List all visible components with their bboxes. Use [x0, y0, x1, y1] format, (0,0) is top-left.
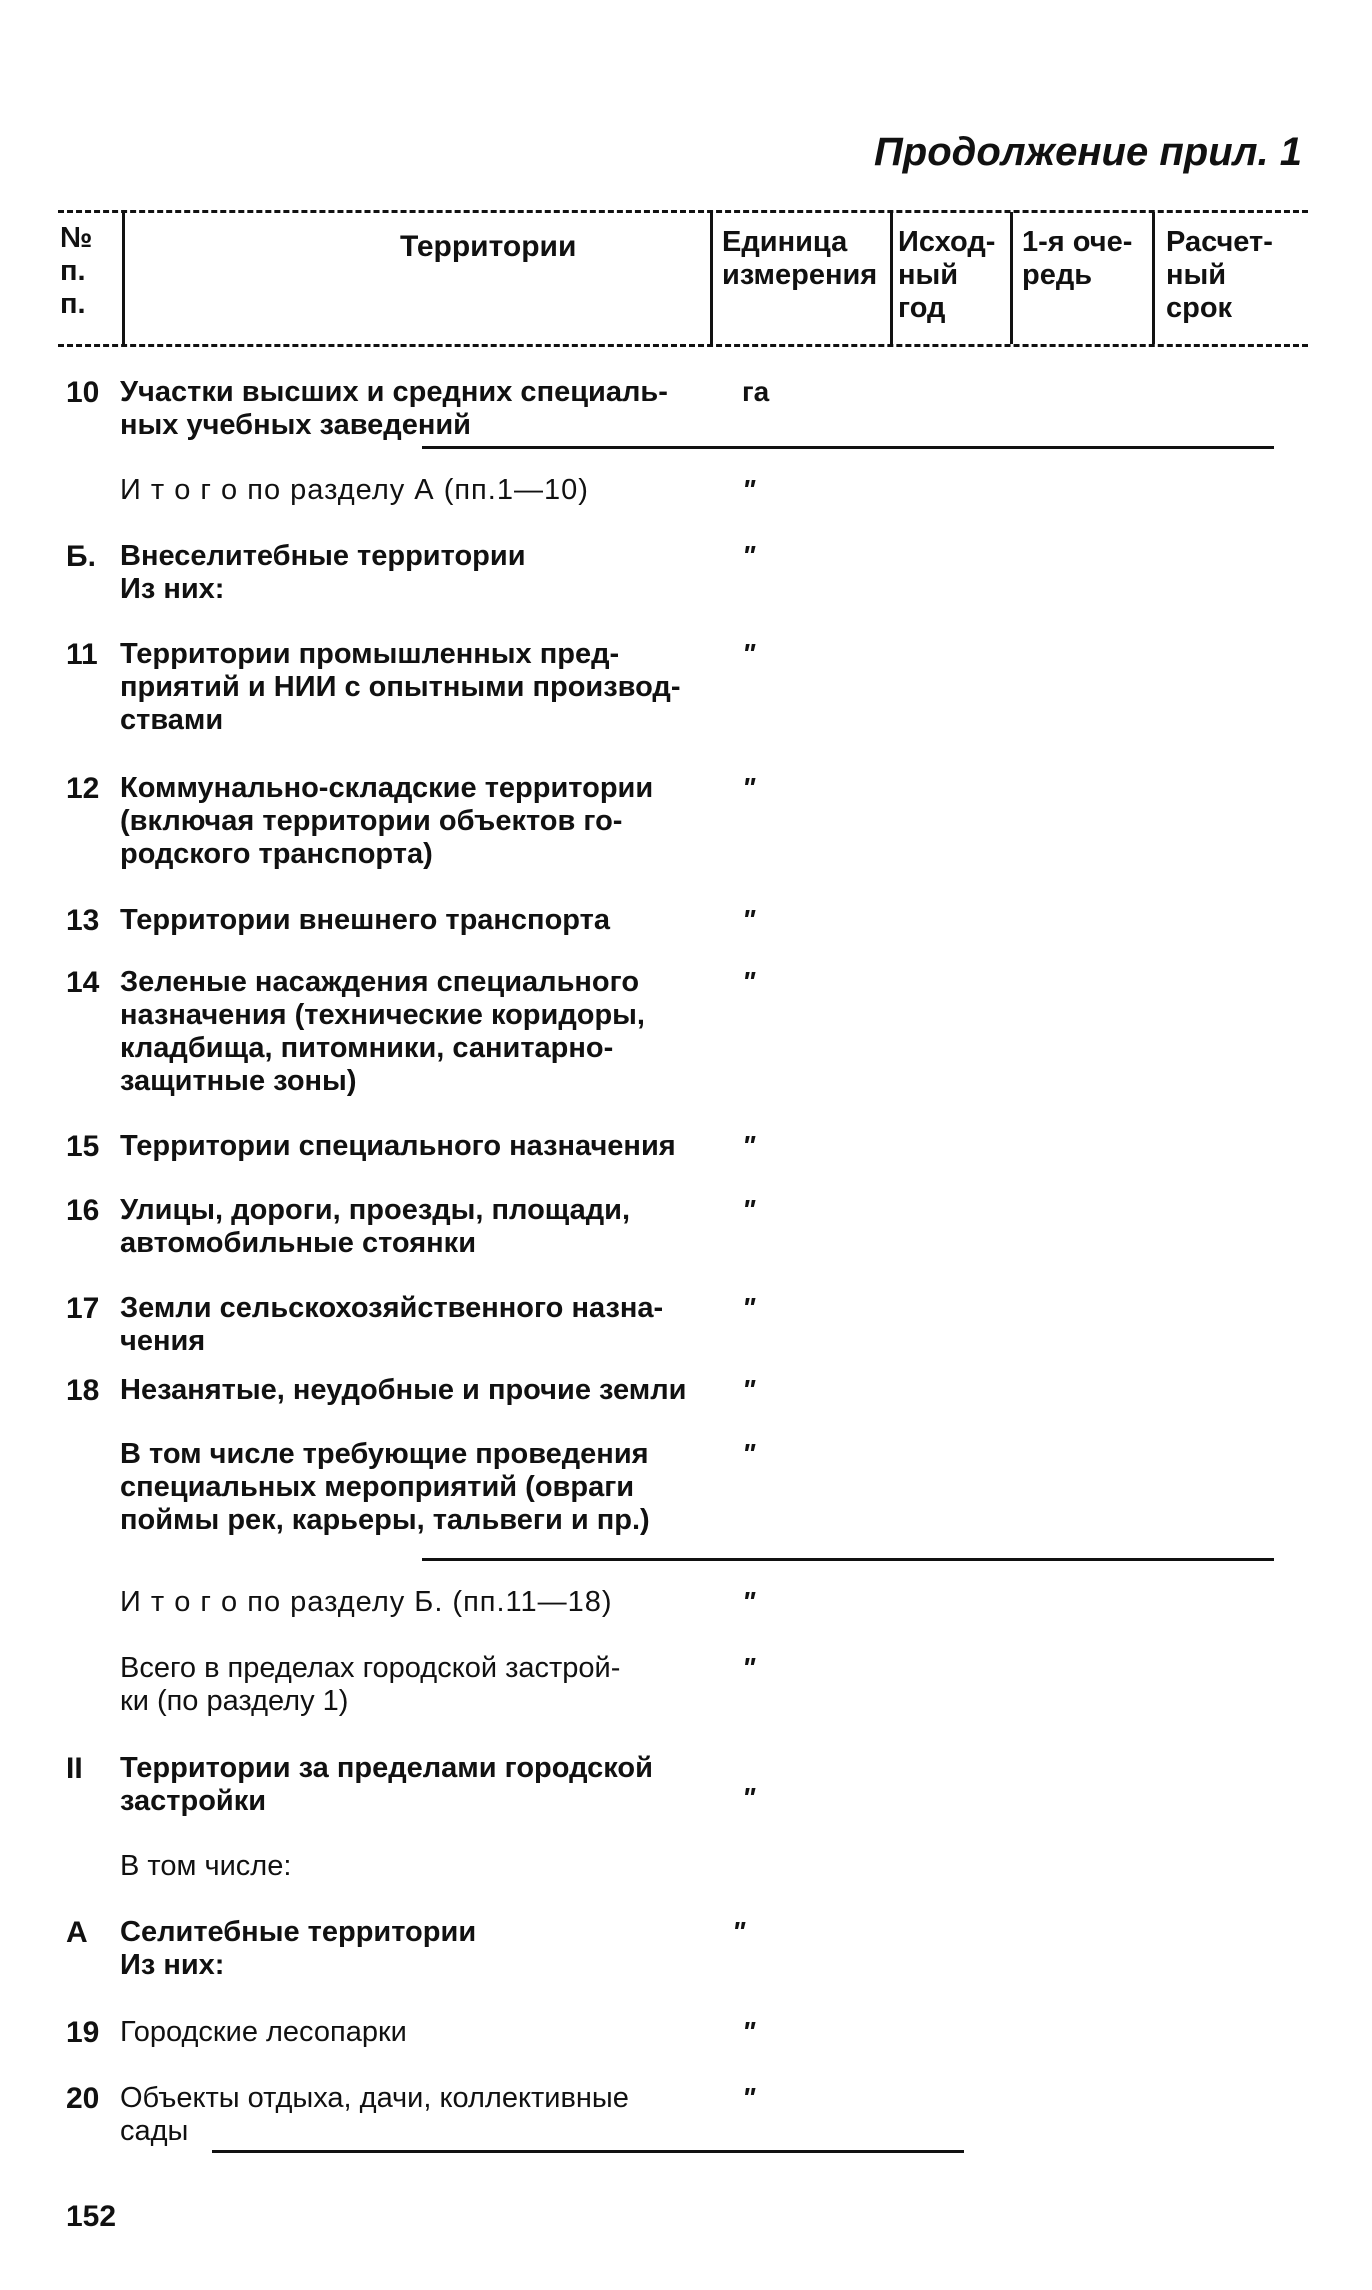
header-top-rule	[58, 210, 1308, 213]
row-number: 18	[66, 1374, 100, 1407]
section-rule	[422, 446, 1274, 449]
header-term: Расчет- ный срок	[1166, 226, 1273, 324]
row-text: Зеленые насаждения специального назначения (технические коридоры, кладбища, питомники, санитарно- защитные зоны)	[120, 966, 645, 1097]
row-text: Городские лесопарки	[120, 2016, 407, 2048]
row-number: 19	[66, 2016, 100, 2049]
row-number: 10	[66, 376, 100, 409]
row-unit: "	[742, 540, 756, 571]
row-unit: "	[732, 1916, 746, 1947]
row-text: Земли сельскохозяйственного назна- чения	[120, 1292, 664, 1357]
header-divider	[122, 212, 125, 344]
row-unit: "	[742, 1130, 756, 1161]
row-number: 20	[66, 2082, 100, 2115]
row-number: 12	[66, 772, 100, 805]
header-unit: Единица измерения	[722, 226, 878, 291]
header-territory: Территории	[400, 230, 577, 263]
row-text: В том числе:	[120, 1850, 292, 1882]
row-number: 11	[66, 638, 98, 671]
row-unit: "	[742, 1586, 756, 1617]
row-unit: "	[742, 1194, 756, 1225]
row-text: И т о г о по разделу А (пп.1—10)	[120, 474, 589, 506]
row-text: Территории внешнего транспорта	[120, 904, 610, 936]
row-number: 17	[66, 1292, 100, 1325]
row-unit: "	[742, 1374, 756, 1405]
row-unit: га	[742, 376, 770, 407]
row-text: Незанятые, неудобные и прочие земли	[120, 1374, 687, 1406]
row-text: И т о г о по разделу Б. (пп.11—18)	[120, 1586, 613, 1618]
row-unit: "	[742, 2016, 756, 2047]
header-divider	[710, 212, 713, 344]
row-number: Б.	[66, 540, 96, 573]
row-number: II	[66, 1752, 83, 1785]
row-text: Селитебные территории Из них:	[120, 1916, 477, 1981]
row-unit: "	[742, 1652, 756, 1683]
row-unit: "	[742, 474, 756, 505]
page-number: 152	[66, 2200, 117, 2233]
row-unit: "	[742, 904, 756, 935]
row-unit: "	[742, 1782, 756, 1813]
row-text: Территории за пределами городской застройки	[120, 1752, 653, 1817]
row-number: 14	[66, 966, 100, 999]
header-divider	[890, 212, 893, 344]
row-unit: "	[742, 1292, 756, 1323]
section-rule	[212, 2150, 964, 2153]
header-first-stage: 1-я оче- редь	[1022, 226, 1133, 291]
header-divider	[1010, 212, 1013, 344]
section-rule	[422, 1558, 1274, 1561]
row-number: 15	[66, 1130, 100, 1163]
row-unit: "	[742, 772, 756, 803]
row-text: Объекты отдыха, дачи, коллективные сады	[120, 2082, 629, 2147]
header-no: № п. п.	[60, 222, 93, 320]
row-text: В том числе требующие проведения специальных мероприятий (овраги поймы рек, карьеры, тальвеги и пр.)	[120, 1438, 650, 1536]
row-text: Территории промышленных пред- приятий и НИИ с опытными производ- ствами	[120, 638, 681, 736]
header-base-year: Исход- ный год	[898, 226, 996, 324]
row-unit: "	[742, 966, 756, 997]
row-text: Всего в пределах городской застрой- ки (по разделу 1)	[120, 1652, 621, 1717]
row-unit: "	[742, 1438, 756, 1469]
row-text: Внеселитебные территории Из них:	[120, 540, 526, 605]
header-divider	[1152, 212, 1155, 344]
row-number: А	[66, 1916, 88, 1949]
row-text: Участки высших и средних специаль- ных учебных заведений	[120, 376, 668, 441]
row-number: 13	[66, 904, 100, 937]
row-number: 16	[66, 1194, 100, 1227]
row-unit: "	[742, 638, 756, 669]
row-text: Коммунально-складские территории (включая территории объектов го- родского транспорта)	[120, 772, 654, 870]
row-unit: "	[742, 2082, 756, 2113]
continuation-label: Продолжение прил. 1	[874, 130, 1302, 174]
header-bottom-rule	[58, 344, 1308, 347]
row-text: Улицы, дороги, проезды, площади, автомобильные стоянки	[120, 1194, 631, 1259]
row-text: Территории специального назначения	[120, 1130, 676, 1162]
